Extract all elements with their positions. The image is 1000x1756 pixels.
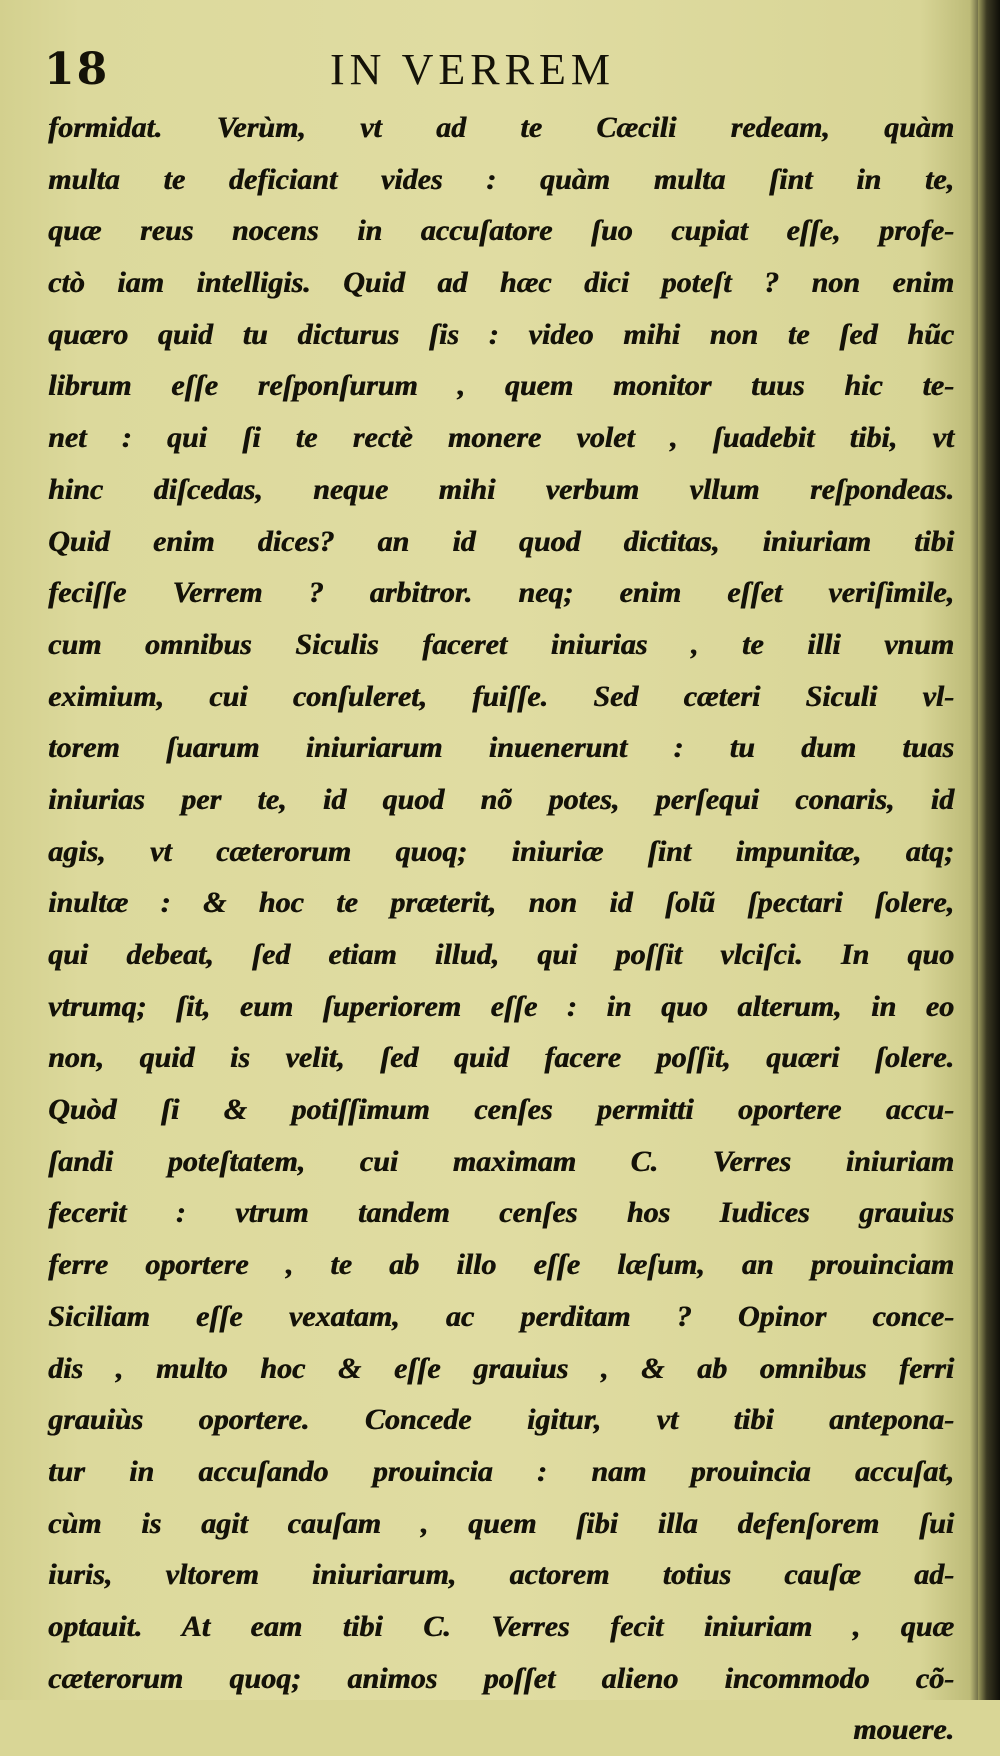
text-line: formidat. Verùm, vt ad te Cæcili redeam, quàm xyxy=(48,111,954,144)
running-head: IN VERREM xyxy=(330,45,615,94)
text-line: agis, vt cæterorum quoq; iniuriæ ſint impunitæ, atq; xyxy=(48,834,954,868)
text-line: ferre oportere , te ab illo eſſe læſum, an prouinciam xyxy=(48,1248,954,1282)
text-line: hinc diſcedas, neque mihi verbum vllum reſpondeas. xyxy=(48,472,954,506)
text-line: optauit. At eam tibi C. Verres fecit iniuriam , quæ xyxy=(48,1609,954,1643)
text-line: torem ſuarum iniuriarum inuenerunt : tu dum tuas xyxy=(48,731,954,765)
text-line: quæ reus nocens in accuſatore ſuo cupiat eſſe, profe- xyxy=(48,214,954,248)
text-line: eximium, cui conſuleret, fuiſſe. Sed cæteri Siculi vl- xyxy=(48,679,954,713)
page-header xyxy=(0,40,1000,100)
text-line: Quòd ſi & potiſſimum cenſes permitti oportere accu- xyxy=(48,1093,954,1127)
text-line: dis , multo hoc & eſſe grauius , & ab omnibus ferri xyxy=(48,1351,954,1385)
text-line: grauiùs oportere. Concede igitur, vt tibi antepona- xyxy=(48,1403,954,1437)
text-line: cum omnibus Siculis faceret iniurias , te illi vnum xyxy=(48,627,954,661)
text-line: Quid enim dices? an id quod dictitas, iniuriam tibi xyxy=(48,524,954,558)
text-line: ctò iam intelligis. Quid ad hæc dici poteſt ? non enim xyxy=(48,266,954,300)
text-line: Siciliam eſſe vexatam, ac perditam ? Opinor conce- xyxy=(48,1299,954,1333)
text-line: vtrumq; ſit, eum ſuperiorem eſſe : in quo alterum, in eo xyxy=(48,989,954,1023)
text-line: inultæ : & hoc te præterit, non id ſolũ ſpectari ſolere, xyxy=(48,886,954,920)
page-edge-shadow xyxy=(978,0,1000,1700)
text-line: net : qui ſi te rectè monere volet , ſuadebit tibi, vt xyxy=(48,421,954,455)
text-line: qui debeat, ſed etiam illud, qui poſſit vlciſci. In quo xyxy=(48,938,954,971)
text-line: ſandi poteſtatem, cui maximam C. Verres iniuriam xyxy=(48,1144,954,1178)
text-line: cæterorum quoq; animos poſſet alieno incommodo cõ- xyxy=(48,1661,954,1695)
text-line: tur in accuſando prouincia : nam prouincia accuſat, xyxy=(48,1454,954,1488)
text-line: fecerit : vtrum tandem cenſes hos Iudices grauius xyxy=(48,1196,954,1230)
text-line: iniurias per te, id quod nõ potes, perſequi conaris, id xyxy=(48,782,954,816)
text-line: non, quid is velit, ſed quid facere poſſit, quæri ſolere. xyxy=(48,1041,954,1075)
text-line: quæro quid tu dicturus ſis : video mihi non te ſed hũc xyxy=(48,317,954,351)
text-line: iuris, vltorem iniuriarum, actorem totius cauſæ ad- xyxy=(48,1558,954,1592)
text-line: multa te deficiant vides : quàm multa ſint in te, xyxy=(48,162,954,196)
text-line: cùm is agit cauſam , quem ſibi illa defenſorem ſui xyxy=(48,1506,954,1540)
text-line: librum eſſe reſponſurum , quem monitor tuus hic te- xyxy=(48,369,954,403)
body-text xyxy=(48,102,954,1756)
page-number: 18 xyxy=(44,44,110,95)
text-line: feciſſe Verrem ? arbitror. neq; enim eſſet veriſimile, xyxy=(48,576,954,610)
catchword: mouere. xyxy=(853,1713,954,1747)
